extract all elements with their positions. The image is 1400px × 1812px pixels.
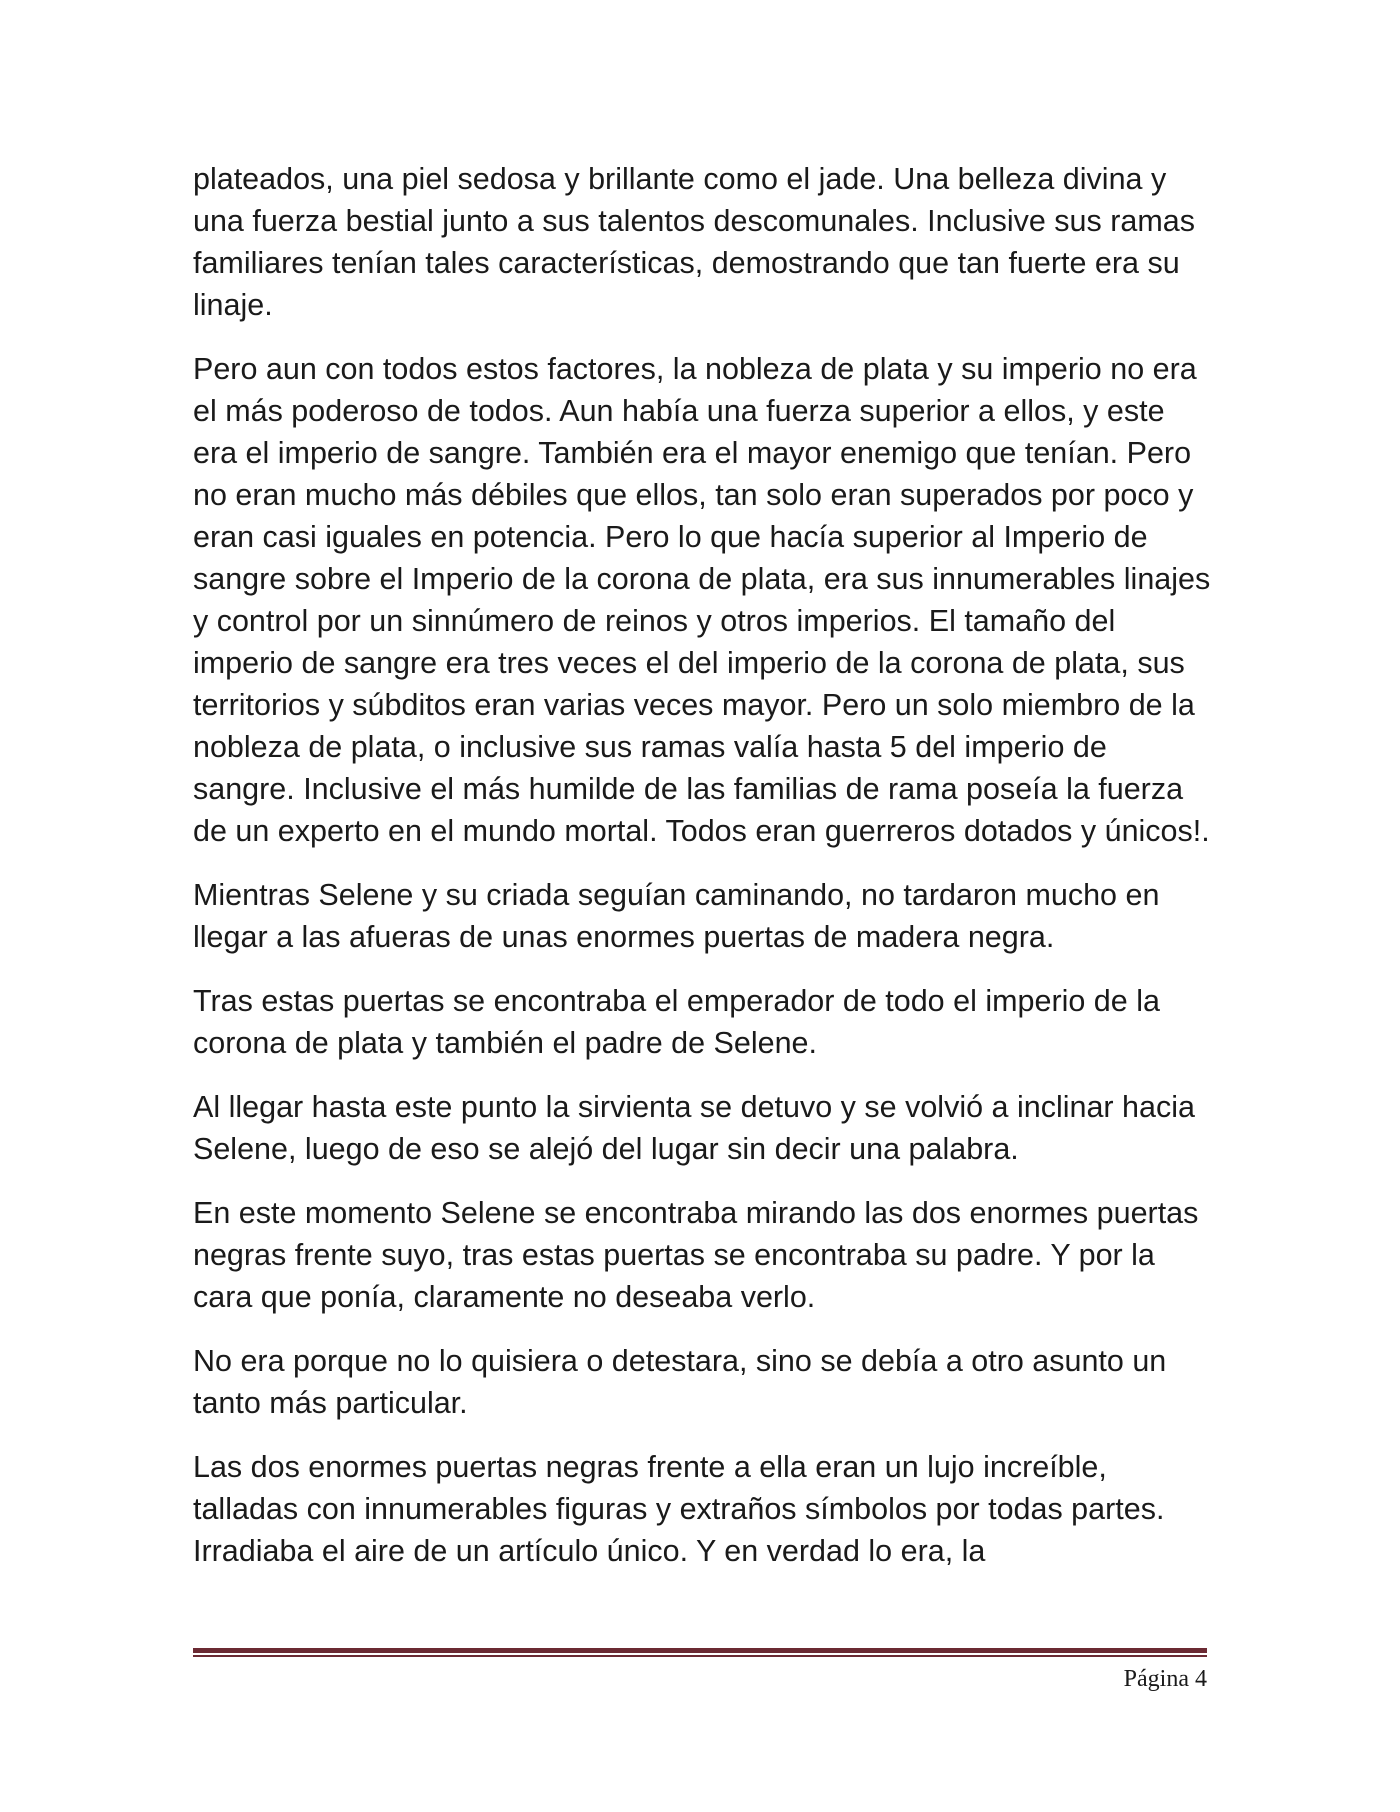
paragraph: Las dos enormes puertas negras frente a ella eran un lujo increíble, talladas con innumerables figuras y extraños símbolos por todas partes. Irradiaba el aire de un artículo único. Y en verdad lo era, la bbox=[193, 1450, 1165, 1568]
paragraph: Mientras Selene y su criada seguían caminando, no tardaron mucho en llegar a las afueras de unas enormes puertas de madera negra. bbox=[193, 878, 1160, 954]
footer-divider-thick bbox=[193, 1648, 1207, 1653]
paragraph: Tras estas puertas se encontraba el emperador de todo el imperio de la corona de plata y también el padre de Selene. bbox=[193, 984, 1160, 1060]
paragraph: Pero aun con todos estos factores, la nobleza de plata y su imperio no era el más poderoso de todos. Aun había una fuerza superior a ellos, y este era el imperio de sangre. También era el mayor enemigo que tenían. Pero no eran mucho más débiles que ellos, tan solo eran superados por poco y eran casi iguales en potencia. Pero lo que hacía superior al Imperio de sangre sobre el Imperio de la corona de plata, era sus innumerables linajes y control por un sinnúmero de reinos y otros imperios. El tamaño del imperio de sangre era tres veces el del imperio de la corona de plata, sus territorios y súbditos eran varias veces mayor. Pero un solo miembro de la nobleza de plata, o inclusive sus ramas valía hasta 5 del imperio de sangre. Inclusive el más humilde de las familias de rama poseía la fuerza de un experto en el mundo mortal. Todos eran guerreros dotados y únicos!. bbox=[193, 352, 1211, 848]
paragraph: No era porque no lo quisiera o detestara, sino se debía a otro asunto un tanto más particular. bbox=[193, 1344, 1167, 1420]
page-number: Página 4 bbox=[1123, 1666, 1207, 1692]
paragraph: plateados, una piel sedosa y brillante como el jade. Una belleza divina y una fuerza bestial junto a sus talentos descomunales. Inclusive sus ramas familiares tenían tales características, demostrando que tan fuerte era su linaje. bbox=[193, 162, 1195, 322]
body-text bbox=[193, 158, 1213, 1594]
paragraph: Al llegar hasta este punto la sirvienta se detuvo y se volvió a inclinar hacia Selene, luego de eso se alejó del lugar sin decir una palabra. bbox=[193, 1090, 1195, 1166]
footer-divider bbox=[193, 1648, 1207, 1658]
footer-divider-thin bbox=[193, 1655, 1207, 1657]
paragraph: En este momento Selene se encontraba mirando las dos enormes puertas negras frente suyo, tras estas puertas se encontraba su padre. Y por la cara que ponía, claramente no deseaba verlo. bbox=[193, 1196, 1199, 1314]
